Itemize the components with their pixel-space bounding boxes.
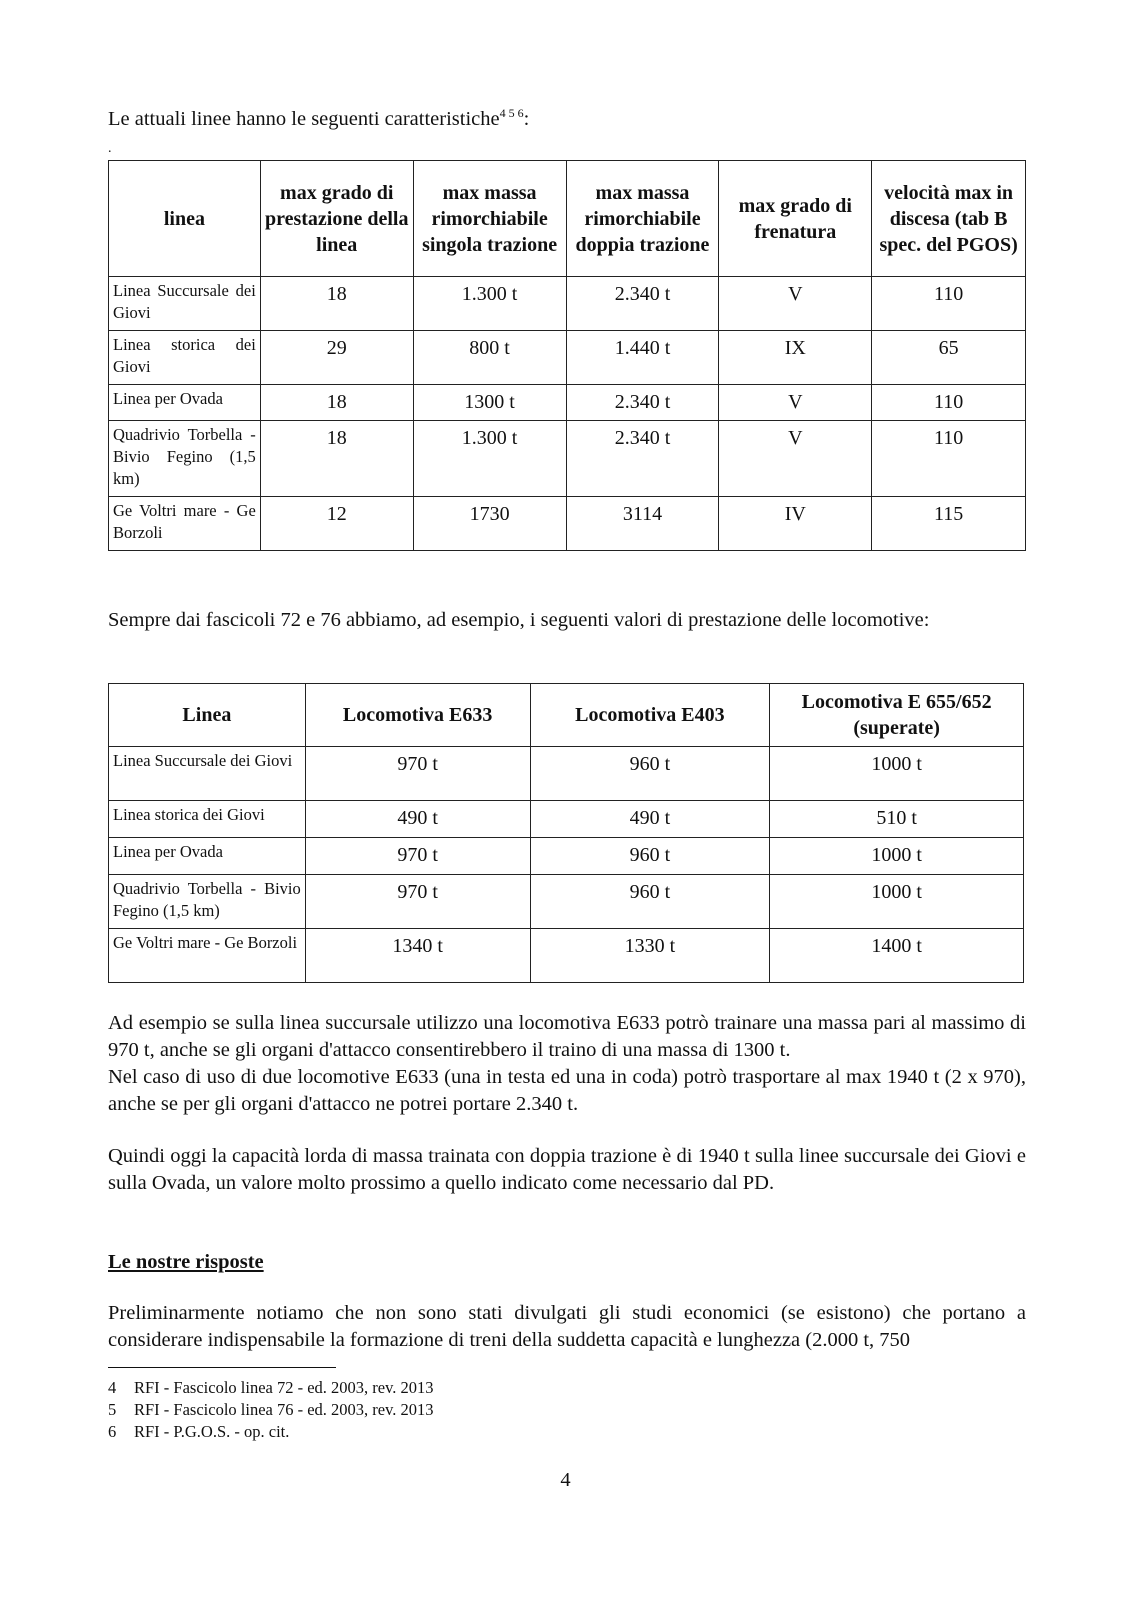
table-cell: 960 t xyxy=(530,747,770,801)
table-row xyxy=(109,929,1024,983)
table-cell: 960 t xyxy=(530,838,770,875)
row-label: Linea Succursale dei Giovi xyxy=(109,277,261,331)
table-cell: 960 t xyxy=(530,875,770,929)
footnote-number: 5 xyxy=(108,1400,117,1419)
table-cell: 18 xyxy=(260,277,413,331)
table-cell: 1000 t xyxy=(770,838,1024,875)
table-cell: IV xyxy=(719,497,872,551)
locomotive-performance-table xyxy=(108,683,1024,983)
row-label: Linea storica dei Giovi xyxy=(109,331,261,385)
table-row xyxy=(109,801,1024,838)
table-row xyxy=(109,497,1026,551)
row-label: Linea storica dei Giovi xyxy=(109,801,306,838)
table-cell: 490 t xyxy=(530,801,770,838)
footnote-number: 4 xyxy=(108,1378,117,1397)
intro-sentence xyxy=(108,106,1026,133)
table-cell: 12 xyxy=(260,497,413,551)
intro-text: Le attuali linee hanno le seguenti caratteristiche xyxy=(108,108,500,130)
footnote-refs: 4 5 6 xyxy=(499,106,524,121)
conclusion-paragraph: Quindi oggi la capacità lorda di massa trainata con doppia trazione è di 1940 t sulla linee succursale dei Giovi e sulla Ovada, un valore molto prossimo a quello indicato come necessario dal PD. xyxy=(108,1145,1026,1194)
footnotes xyxy=(108,1377,434,1443)
table-cell: 1340 t xyxy=(305,929,530,983)
row-label: Linea Succursale dei Giovi xyxy=(109,747,306,801)
col-header-e655-652: Locomotiva E 655/652 (superate) xyxy=(770,684,1024,747)
row-label: Quadrivio Torbella - Bivio Fegino (1,5 km) xyxy=(109,421,261,497)
table-cell: 970 t xyxy=(305,838,530,875)
table-cell: 2.340 t xyxy=(566,385,719,421)
table-row xyxy=(109,838,1024,875)
table-cell: 1000 t xyxy=(770,875,1024,929)
table-cell: 800 t xyxy=(413,331,566,385)
page-number: 4 xyxy=(560,1469,571,1491)
table-row xyxy=(109,875,1024,929)
table-cell: 1000 t xyxy=(770,747,1024,801)
table-cell: 510 t xyxy=(770,801,1024,838)
col-header-velocita: velocità max in discesa (tab B spec. del PGOS) xyxy=(872,161,1026,277)
table-row xyxy=(109,747,1024,801)
middle-paragraph: Sempre dai fascicoli 72 e 76 abbiamo, ad esempio, i seguenti valori di prestazione delle locomotive: xyxy=(108,609,930,631)
col-header-linea: Linea xyxy=(109,684,306,747)
table-cell: 110 xyxy=(872,421,1026,497)
table-row xyxy=(109,385,1026,421)
footnote-text: RFI - P.G.O.S. - op. cit. xyxy=(134,1422,290,1441)
col-header-grado-prestazione: max grado di prestazione della linea xyxy=(260,161,413,277)
col-header-e403: Locomotiva E403 xyxy=(530,684,770,747)
line-characteristics-table xyxy=(108,160,1026,551)
footnote-text: RFI - Fascicolo linea 76 - ed. 2003, rev. 2013 xyxy=(134,1400,434,1419)
row-label: Ge Voltri mare - Ge Borzoli xyxy=(109,929,306,983)
stray-dot: . xyxy=(108,141,112,156)
table-cell: 2.340 t xyxy=(566,277,719,331)
table-cell: 970 t xyxy=(305,875,530,929)
table-cell: 1730 xyxy=(413,497,566,551)
col-header-massa-singola: max massa rimorchiabile singola trazione xyxy=(413,161,566,277)
table-cell: V xyxy=(719,385,872,421)
table-cell: 1.300 t xyxy=(413,421,566,497)
table-cell: 115 xyxy=(872,497,1026,551)
example-line-2: Nel caso di uso di due locomotive E633 (una in testa ed una in coda) potrò trasportare al max 1940 t (2 x 970), anche se per gli organi d'attacco ne potrei portare 2.340 t. xyxy=(108,1066,1026,1115)
table-cell: 65 xyxy=(872,331,1026,385)
table-cell: 1.440 t xyxy=(566,331,719,385)
row-label: Ge Voltri mare - Ge Borzoli xyxy=(109,497,261,551)
col-header-linea: linea xyxy=(109,161,261,277)
table-row xyxy=(109,277,1026,331)
col-header-grado-frenatura: max grado di frenatura xyxy=(719,161,872,277)
table-row xyxy=(109,331,1026,385)
table-cell: 490 t xyxy=(305,801,530,838)
table-header-row xyxy=(109,684,1024,747)
example-paragraph xyxy=(108,1010,1026,1118)
footnote-number: 6 xyxy=(108,1422,117,1441)
table-cell: 1400 t xyxy=(770,929,1024,983)
footnote xyxy=(108,1421,434,1443)
table-cell: 18 xyxy=(260,421,413,497)
table-cell: V xyxy=(719,277,872,331)
table-cell: 1.300 t xyxy=(413,277,566,331)
example-line-1: Ad esempio se sulla linea succursale utilizzo una locomotiva E633 potrò trainare una massa pari al massimo di 970 t, anche se gli organi d'attacco consentirebbero il traino di una massa di 1300 t. xyxy=(108,1012,1026,1061)
table-header-row xyxy=(109,161,1026,277)
table-cell: 2.340 t xyxy=(566,421,719,497)
col-header-massa-doppia: max massa rimorchiabile doppia trazione xyxy=(566,161,719,277)
final-paragraph: Preliminarmente notiamo che non sono stati divulgati gli studi economici (se esistono) che portano a considerare indispensabile la formazione di treni della suddetta capacità e lunghezza (2.000 t, 750 xyxy=(108,1302,1026,1351)
section-heading: Le nostre risposte xyxy=(108,1251,264,1273)
table-cell: 970 t xyxy=(305,747,530,801)
table-row xyxy=(109,421,1026,497)
intro-suffix: : xyxy=(523,108,530,130)
table-cell: 1300 t xyxy=(413,385,566,421)
table-cell: V xyxy=(719,421,872,497)
table-cell: 29 xyxy=(260,331,413,385)
col-header-e633: Locomotiva E633 xyxy=(305,684,530,747)
row-label: Linea per Ovada xyxy=(109,838,306,875)
footnote xyxy=(108,1377,434,1399)
table-cell: 1330 t xyxy=(530,929,770,983)
table-cell: 110 xyxy=(872,385,1026,421)
row-label: Quadrivio Torbella - Bivio Fegino (1,5 km) xyxy=(109,875,306,929)
table-cell: IX xyxy=(719,331,872,385)
footnote-text: RFI - Fascicolo linea 72 - ed. 2003, rev. 2013 xyxy=(134,1378,434,1397)
row-label: Linea per Ovada xyxy=(109,385,261,421)
footnote-separator xyxy=(108,1367,336,1368)
table-cell: 18 xyxy=(260,385,413,421)
table-cell: 110 xyxy=(872,277,1026,331)
table-cell: 3114 xyxy=(566,497,719,551)
footnote xyxy=(108,1399,434,1421)
